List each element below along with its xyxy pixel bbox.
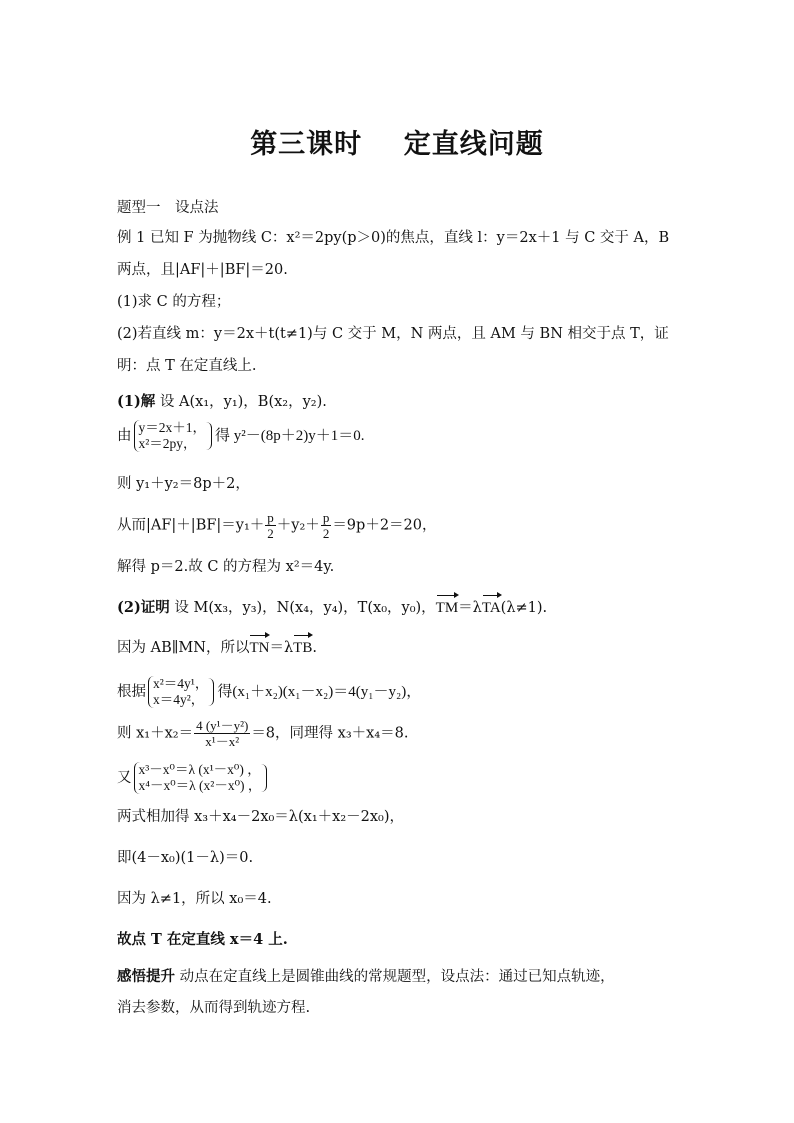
- focal-distance-line: [117, 510, 437, 541]
- solution-1-setup: 设 A(x₁，y₁)，B(x₂，y₂).: [155, 394, 327, 410]
- vector-equals-2: ＝λ: [269, 640, 294, 656]
- example-line-2: 两点，且|AF|＋|BF|＝20.: [117, 262, 288, 278]
- solution-1-heading: [117, 392, 327, 412]
- system-row-2: x²＝2py，: [138, 436, 197, 451]
- system-2-row-2: x＝4y²，: [153, 692, 205, 707]
- fraction-denominator: 2: [267, 526, 274, 541]
- question-2-line-1: (2)若直线 m：y＝2x＋t(t≠1)与 C 交于 M，N 两点，且 AM 与 BN 相交于点 T，证: [117, 326, 669, 342]
- focal-suffix: ＝9p＋2＝20，: [332, 517, 437, 534]
- sum-equation-line: 两式相加得 x₃＋x₄－2x₀＝λ(x₁＋x₂－2x₀)，: [117, 809, 405, 825]
- vector-equals: ＝λ: [458, 600, 482, 616]
- question-1: (1)求 C 的方程；: [117, 294, 231, 310]
- parallel-line: [117, 638, 317, 658]
- fraction-numerator: p: [267, 510, 274, 525]
- system-3-row-2: x⁴－x⁰＝λ (x²－x⁰) ，: [138, 778, 262, 793]
- fraction-denominator: 2: [322, 526, 330, 541]
- solution-1-result: 解得 p＝2.故 C 的方程为 x²＝4y.: [117, 559, 335, 575]
- equation-system: [134, 420, 207, 452]
- slope-suffix: ＝8，同理得 x₃＋x₄＝8.: [251, 725, 409, 742]
- slope-prefix: 则 x₁＋x₂＝: [117, 725, 194, 742]
- solution-2-system-3: [117, 762, 270, 794]
- equation-system-3: [134, 762, 262, 794]
- parallel-tail: .: [312, 640, 317, 656]
- solution-2-system: [117, 676, 421, 708]
- system-2-close-brace: [208, 678, 214, 706]
- insight-text-1: 动点在定直线上是圆锥曲线的常规题型，设点法：通过已知点轨迹，: [175, 969, 615, 985]
- because-line: 因为 λ≠1，所以 x₀＝4.: [117, 891, 272, 907]
- conclusion-line: 故点 T 在定直线 x＝4 上.: [117, 931, 288, 948]
- system-3-close-brace: [261, 764, 267, 792]
- slope-fraction-numerator: 4 (y¹－y²): [196, 718, 249, 733]
- solution-1-system: [117, 420, 365, 452]
- simplified-line: 即(4－x₀)(1－λ)＝0.: [117, 850, 254, 866]
- insight-line-2: 消去参数，从而得到轨迹方程.: [117, 1000, 311, 1016]
- system-2-row-1: x²＝4y¹，: [153, 676, 209, 691]
- solution-1-label: (1)解: [117, 393, 156, 410]
- section-heading: 题型一 设点法: [117, 200, 219, 216]
- system-2-result: 得(x₁＋x₂)(x₁－x₂)＝4(y₁－y₂)，: [217, 684, 422, 700]
- system-3-prefix: 又: [117, 770, 132, 786]
- vector-TB: TB: [293, 640, 313, 656]
- system-row-1: y＝2x＋1，: [138, 420, 206, 435]
- focal-prefix: 从而|AF|＋|BF|＝y₁＋: [117, 517, 265, 534]
- system-2-prefix: 根据: [117, 684, 146, 700]
- fraction-p-over-2: [265, 510, 276, 541]
- sum-line: 则 y₁＋y₂＝8p＋2，: [117, 476, 250, 492]
- insight-label: 感悟提升: [117, 968, 175, 985]
- slope-fraction-denominator: x¹－x²: [205, 734, 240, 749]
- fraction-p-over-2-second: [321, 510, 332, 541]
- slope-line: [117, 718, 408, 749]
- system-3-row-1: x³－x⁰＝λ (x¹－x⁰) ，: [138, 762, 261, 777]
- vector-TA: TA: [481, 600, 501, 616]
- parallel-prefix: 因为 AB∥MN，所以: [117, 640, 250, 656]
- example-line-1: 例 1 已知 F 为抛物线 C：x²＝2py(p＞0)的焦点，直线 l：y＝2x＋1 与 C 交于 A，B: [117, 230, 670, 246]
- page-title: 第三课时 定直线问题: [250, 129, 544, 160]
- vector-tail: (λ≠1).: [500, 600, 548, 616]
- solution-2-heading: [117, 598, 547, 618]
- focal-mid: ＋y₂＋: [276, 517, 320, 534]
- fraction-numerator: p: [322, 510, 330, 525]
- system-prefix: 由: [117, 428, 132, 444]
- solution-2-label: (2)证明: [117, 599, 170, 616]
- equation-system-2: [148, 676, 208, 708]
- question-2-line-2: 明：点 T 在定直线上.: [117, 358, 257, 374]
- vector-TM: TM: [435, 600, 459, 616]
- solution-2-setup: 设 M(x₃，y₃)，N(x₄，y₄)，T(x₀，y₀)，: [169, 600, 436, 616]
- vector-TN: TN: [249, 640, 270, 656]
- insight-line-1: [117, 967, 615, 987]
- system-result: 得 y²－(8p＋2)y＋1＝0.: [215, 428, 365, 444]
- system-close-brace: [206, 422, 212, 450]
- slope-fraction: [194, 718, 250, 749]
